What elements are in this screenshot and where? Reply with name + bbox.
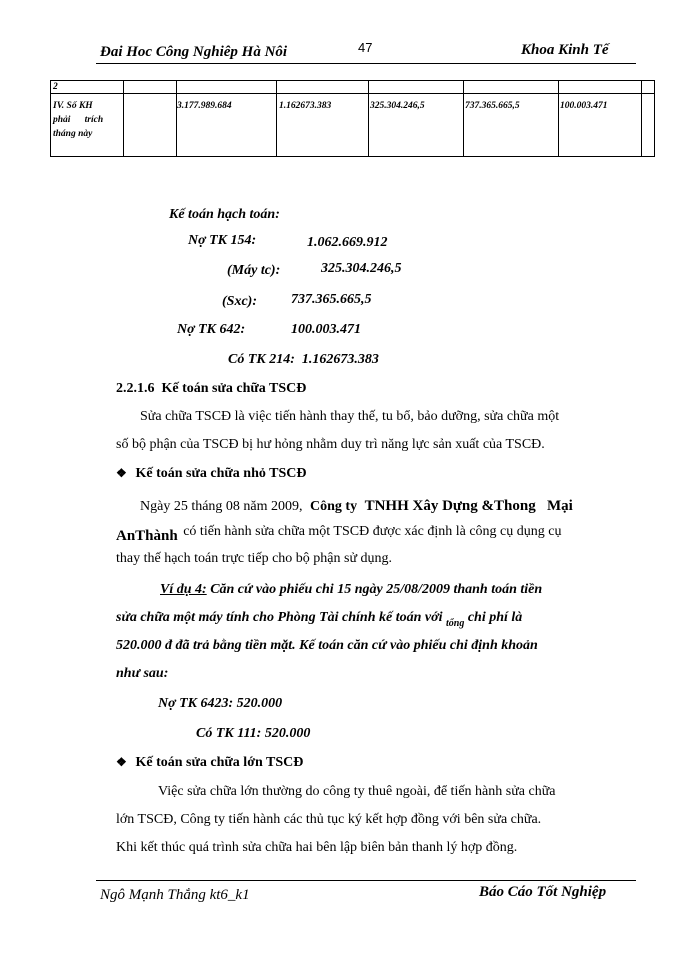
paragraph-line: Việc sửa chữa lớn thường do công ty thuê ngoài, để tiến hành sửa chữa: [158, 784, 556, 799]
entry-credit: Có TK 214: 1.162673.383: [228, 352, 379, 367]
entry-label: Nợ TK 642:: [177, 322, 246, 337]
example-line: 520.000 đ đã trả bằng tiền mặt. Kế toán căn cứ vào phiếu chi định khoản: [116, 638, 538, 653]
paragraph-line: số bộ phận của TSCĐ bị hư hỏng nhằm duy trì năng lực sản xuất của TSCĐ.: [116, 437, 545, 452]
entry-value: 737.365.665,5: [291, 292, 372, 307]
header-university: Đai Hoc Công Nghiêp Hà Nôi: [100, 44, 288, 60]
subheading-minor-repair: [116, 466, 306, 482]
paragraph-line: [116, 524, 562, 545]
header-faculty: Khoa Kinh Tế: [521, 42, 609, 58]
entry-label: (Sxc):: [222, 294, 257, 309]
table-border: [176, 80, 177, 157]
table-border: [641, 80, 642, 157]
table-border: [50, 93, 655, 94]
entry-value: 325.304.246,5: [321, 261, 402, 276]
table-row-label: tháng này: [53, 129, 93, 139]
entry-value: 1.062.669.912: [307, 235, 388, 250]
table-cell: 3.177.989.684: [177, 101, 232, 111]
text-span: Công ty: [310, 499, 358, 514]
entry-debit: Nợ TK 6423: 520.000: [158, 696, 283, 711]
footer-report-title: Báo Cáo Tốt Nghiệp: [479, 884, 607, 900]
paragraph-line: thay thế hạch toán trực tiếp cho bộ phận sử dụng.: [116, 551, 393, 566]
example-line: như sau:: [116, 666, 169, 681]
table-row-label: IV. Số KH: [53, 101, 93, 111]
subheading-text: Kế toán sửa chữa nhỏ TSCĐ: [135, 466, 307, 481]
footer-rule: [96, 880, 636, 881]
depreciation-table: [50, 80, 655, 157]
table-border: [463, 80, 464, 157]
text-span: Căn cứ vào phiếu chi 15 ngày 25/08/2009 thanh toán tiền: [210, 582, 543, 597]
page-number: 47: [358, 40, 373, 55]
example-label: Ví dụ 4:: [160, 582, 207, 597]
table-border: [50, 80, 51, 157]
subheading-text: Kế toán sửa chữa lớn TSCĐ: [135, 755, 304, 770]
paragraph-line: Khi kết thúc quá trình sửa chữa hai bên lập biên bản thanh lý hợp đồng.: [116, 840, 518, 855]
section-heading: 2.2.1.6 Kế toán sửa chữa TSCĐ: [116, 381, 307, 396]
table-cell: 737.365.665,5: [465, 101, 520, 111]
example-line: [160, 582, 542, 598]
paragraph-line: lớn TSCĐ, Công ty tiến hành các thủ tục ký kết hợp đồng với bên sửa chữa.: [116, 812, 542, 827]
company-name: TNHH Xây Dựng &Thong Mại: [364, 498, 573, 514]
table-cell: 325.304.246,5: [370, 101, 425, 111]
text-span: chi phí là: [467, 610, 523, 625]
text-span: sửa chữa một máy tính cho Phòng Tài chính kế toán với: [116, 610, 443, 625]
table-border: [368, 80, 369, 157]
header-rule: [96, 63, 636, 64]
company-name: AnThành: [116, 528, 178, 544]
table-row-label: phải trích: [53, 115, 104, 125]
table-border: [50, 80, 655, 81]
table-border: [50, 156, 655, 157]
entries-title: Kế toán hạch toán:: [169, 207, 280, 222]
entry-label: Nợ TK 154:: [188, 233, 257, 248]
entry-credit: Có TK 111: 520.000: [196, 726, 311, 741]
table-cell: 1.162673.383: [279, 101, 332, 111]
text-span: tổng: [446, 618, 465, 629]
entry-value: 100.003.471: [291, 322, 361, 337]
table-border: [654, 80, 655, 157]
example-line: [116, 610, 523, 629]
text-span: có tiến hành sửa chữa một TSCĐ được xác định là công cụ dụng cụ: [183, 524, 562, 539]
subheading-major-repair: [116, 755, 303, 771]
paragraph-line: [140, 498, 573, 515]
diamond-bullet-icon: ❖: [116, 466, 127, 480]
table-cell: 2: [53, 82, 58, 92]
text-span: Ngày 25 tháng 08 năm 2009,: [140, 499, 303, 514]
footer-author: Ngô Mạnh Thắng kt6_k1: [100, 887, 250, 903]
entry-label: (Máy tc):: [227, 263, 281, 278]
table-cell: 100.003.471: [560, 101, 608, 111]
table-border: [558, 80, 559, 157]
paragraph-line: Sửa chữa TSCĐ là việc tiến hành thay thế, tu bổ, bảo dưỡng, sửa chữa một: [140, 409, 560, 424]
diamond-bullet-icon: ❖: [116, 755, 127, 769]
table-border: [276, 80, 277, 157]
table-border: [123, 80, 124, 157]
